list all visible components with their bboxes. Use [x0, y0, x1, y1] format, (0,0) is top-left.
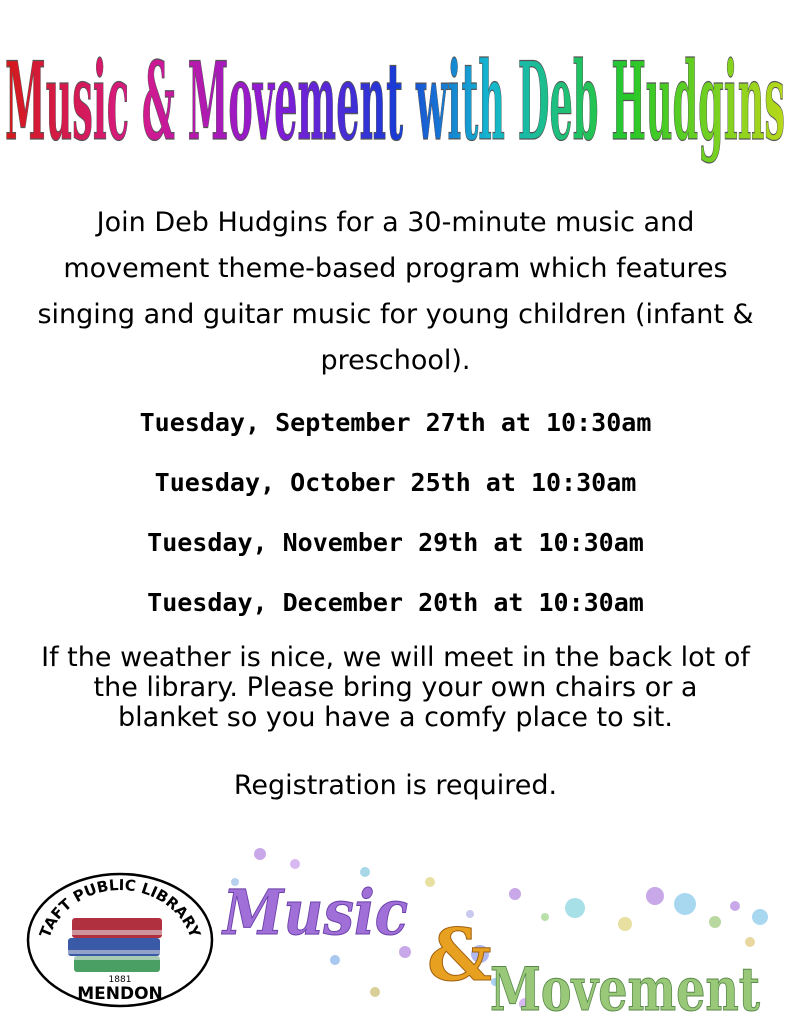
art-ampersand: &	[427, 912, 493, 997]
registration-note: Registration is required.	[233, 770, 558, 801]
date-november: Tuesday, November 29th at 10:30am	[147, 528, 644, 557]
event-dates	[0, 400, 791, 640]
intro-paragraph	[0, 200, 791, 384]
music-movement-art	[215, 842, 780, 1022]
library-logo	[24, 858, 216, 1008]
title-wordart	[0, 4, 791, 194]
date-september: Tuesday, September 27th at 10:30am	[139, 408, 652, 437]
weather-line: If the weather is nice, we will meet in the back lot of	[41, 642, 750, 673]
logo-town: MENDON	[77, 984, 163, 1004]
intro-line: singing and guitar music for young children (infant &	[37, 299, 754, 330]
logo-arc-text: TAFT PUBLIC LIBRARY	[35, 875, 205, 941]
intro-line: movement theme-based program which features	[63, 253, 728, 284]
date-december: Tuesday, December 20th at 10:30am	[147, 588, 644, 617]
intro-line: preschool).	[320, 345, 471, 376]
logo-year: 1881	[108, 975, 132, 985]
date-october: Tuesday, October 25th at 10:30am	[154, 468, 637, 497]
art-word-music: Music	[221, 876, 408, 949]
books-icon	[68, 918, 162, 972]
title-text: Music & Movement with Deb Hudgins	[5, 39, 785, 165]
weather-line: blanket so you have a comfy place to sit.	[118, 702, 673, 733]
art-word-movement: Movement	[490, 955, 761, 1022]
library-seal	[24, 858, 216, 1008]
music-movement-clipart	[215, 842, 780, 1022]
poster-title	[0, 4, 791, 194]
weather-paragraph	[0, 643, 791, 733]
intro-line: Join Deb Hudgins for a 30-minute music and	[96, 207, 695, 238]
weather-line: the library. Please bring your own chairs or a	[93, 672, 698, 703]
